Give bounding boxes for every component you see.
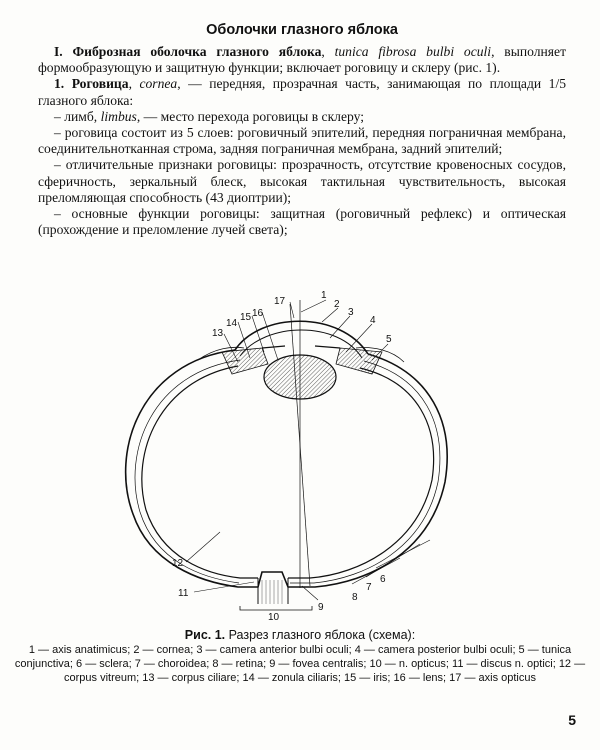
label-14: 14 — [226, 318, 238, 329]
text-fibrous: , выполняет формообразующую и защитную функции; включает роговицу и склеру (рис. 1). — [38, 44, 567, 76]
heading-fibrous: I. Фиброзная оболочка глазного яблока — [54, 44, 322, 59]
label-17: 17 — [274, 296, 286, 307]
label-16: 16 — [252, 308, 264, 319]
label-1: 1 — [321, 290, 327, 301]
latin-limbus: limbus — [100, 108, 137, 124]
label-13: 13 — [212, 328, 224, 339]
ciliary-body-right — [336, 348, 382, 374]
paragraph-fibrous: I. Фиброзная оболочка глазного яблока, tunica fibrosa bulbi oculi, выполняет формообразующую и защитную функции; включает роговицу и склеру (рис. 1). — [38, 44, 567, 76]
optic-nerve-fibers — [262, 580, 282, 604]
limbus-prefix: – лимб, — [54, 108, 101, 124]
limbus-suffix: , — место перехода роговицы в склеру; — [136, 108, 365, 124]
optic-bracket — [240, 606, 312, 610]
page-number: 5 — [568, 712, 576, 728]
label-7: 7 — [366, 582, 372, 593]
label-4: 4 — [370, 315, 376, 326]
label-10: 10 — [268, 612, 280, 622]
item-layers: – роговица состоит из 5 слоев: роговичный эпителий, передняя пограничная мембрана, соединительнотканная строма, задняя пограничная мембрана, задний эпителий; — [38, 125, 566, 157]
paragraph-cornea: 1. Роговица, cornea, — передняя, прозрачная часть, занимающая по площади 1/5 глазного яблока: — [38, 76, 567, 108]
eye-section-drawing — [0, 282, 600, 622]
text-cornea: , — передняя, прозрачная часть, занимающая по площади 1/5 глазного яблока: — [38, 76, 567, 108]
label-2: 2 — [334, 299, 340, 310]
page-content — [38, 18, 566, 238]
label-11: 11 — [178, 588, 189, 599]
figure-caption — [0, 628, 600, 686]
caption-legend: 1 — axis anatimicus; 2 — cornea; 3 — camera anterior bulbi oculi; 4 — camera posterior bulbi oculi; 5 — tunica conjunctiva; 6 — sclera; 7 — choroidea; 8 — retina; 9 — fovea centralis; 10 — n. opticus; 11 — discus n. optici; 12 — corpus vitreum; 13 — corpus ciliare; 14 — zonula ciliaris; 15 — iris; 16 — lens; 17 — axis opticus — [14, 644, 586, 685]
item-limbus — [38, 109, 566, 125]
label-12: 12 — [172, 558, 184, 569]
iris-right — [315, 346, 340, 348]
latin-fibrous: tunica fibrosa bulbi oculi — [334, 44, 492, 59]
caption-title-text: Разрез глазного яблока (схема): — [225, 628, 416, 642]
eye-diagram — [0, 282, 600, 622]
ciliary-body-left — [222, 348, 268, 374]
optic-nerve — [258, 578, 288, 604]
label-6: 6 — [380, 574, 386, 585]
caption-title — [0, 628, 600, 642]
label-9: 9 — [318, 602, 324, 613]
caption-fig-number: Рис. 1. — [184, 628, 226, 642]
label-15: 15 — [240, 312, 252, 323]
item-features: – отличительные признаки роговицы: прозрачность, отсутствие кровеносных сосудов, сферичность, зеркальный блеск, высокая тактильная чувствительность, высокая преломляющая способность (43 диоптрии); — [38, 157, 566, 205]
latin-cornea: cornea — [139, 76, 178, 92]
page-title: Оболочки глазного яблока — [206, 22, 398, 38]
heading-cornea: 1. Роговица — [54, 76, 129, 92]
body-text — [38, 44, 566, 238]
label-3: 3 — [348, 307, 354, 318]
label-8: 8 — [352, 592, 358, 603]
item-functions: – основные функции роговицы: защитная (роговичный рефлекс) и оптическая (прохождение и преломление лучей света); — [38, 206, 566, 238]
label-5: 5 — [386, 334, 392, 345]
